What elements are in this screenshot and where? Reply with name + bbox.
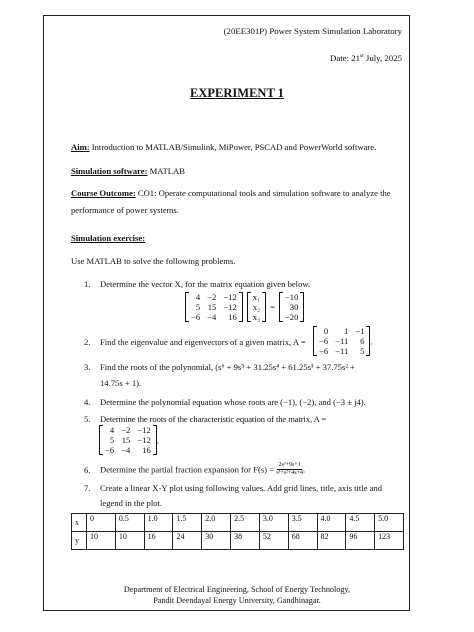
transfer-function: $\frac{\text{2s³+9s+1}}{\text{s³+s²+4s+4}}$ — [276, 462, 303, 476]
item-number: 1. — [84, 279, 91, 289]
vector-cell: x₃ — [252, 312, 261, 322]
vector-cell: x₁ — [252, 292, 261, 302]
xy-data-table — [71, 513, 404, 550]
matrix-cell: −12 — [223, 292, 237, 302]
table-cell: 10 — [87, 532, 116, 550]
table-cell: 30 — [202, 532, 231, 550]
item-number: 5. — [84, 414, 91, 424]
table-cell: 3.0 — [259, 514, 288, 532]
table-cell: 1.0 — [144, 514, 173, 532]
item-number: 4. — [84, 397, 91, 407]
item-number: 6. — [84, 465, 91, 475]
matrix-cell: −4 — [207, 312, 217, 322]
lab-name: (20EE301P) Power System Simulation Laboratory — [223, 26, 402, 36]
matrix-cell: 16 — [228, 312, 237, 322]
table-cell: 4.5 — [346, 514, 375, 532]
problem-7-cont: legend in the plot. — [100, 498, 163, 508]
vector-cell: −10 — [284, 292, 299, 302]
matrix-cell: −11 — [335, 336, 349, 346]
matrix-cell: −12 — [137, 435, 151, 445]
matrix-cell: 0 — [323, 326, 329, 336]
matrix-cell: −6 — [319, 346, 329, 356]
item-number: 2. — [84, 337, 91, 347]
table-cell: 38 — [231, 532, 260, 550]
table-cell: 16 — [144, 532, 173, 550]
matrix-cell: 15 — [207, 302, 217, 312]
table-cell: 96 — [346, 532, 375, 550]
table-cell: 52 — [259, 532, 288, 550]
x-label: x — [72, 514, 87, 532]
course-outcome-cont: performance of power systems. — [71, 205, 179, 215]
matrix-cell: 4 — [109, 425, 115, 435]
matrix-cell: −2 — [121, 425, 131, 435]
matrix-cell: −11 — [335, 346, 349, 356]
characteristic-matrix: 4 −2 −12 5 15 −12 −6 −4 16 . — [99, 425, 159, 455]
table-row-y — [72, 532, 404, 550]
matrix-cell: −2 — [207, 292, 217, 302]
table-cell: 10 — [115, 532, 144, 550]
problem-3-cont: 14.75s + 1). — [100, 378, 142, 388]
aim-line: Aim: Introduction to MATLAB/Simulink, MiPower, PSCAD and PowerWorld software. — [71, 142, 377, 152]
problem-1: Determine the vector X, for the matrix equation given below. — [100, 279, 311, 289]
footer-line-1: Department of Electrical Engineering, School of Energy Technology, — [123, 585, 351, 594]
footer — [0, 585, 474, 606]
course-outcome: Course Outcome: CO1: Operate computational tools and simulation software to analyze the — [71, 188, 391, 198]
matrix-cell: 15 — [121, 435, 131, 445]
footer-line-2: Pandit Deendayal Energy University, Gandhinagar. — [153, 595, 321, 605]
item-number: 7. — [84, 483, 91, 493]
vector-cell: x₂ — [252, 302, 261, 312]
vector-cell: −20 — [284, 312, 299, 322]
matrix-cell: −6 — [105, 445, 115, 455]
table-cell: 123 — [375, 532, 404, 550]
matrix-cell: 16 — [142, 445, 151, 455]
problem-2: Find the eigenvalue and eigenvectors of a given matrix, A = — [100, 337, 306, 347]
eigen-matrix: 0 1 −1 −6 −11 6 −6 −11 5 . — [313, 326, 373, 356]
software-line: Simulation software: MATLAB — [71, 166, 185, 176]
matrix-cell: 5 — [360, 346, 365, 356]
exercise-intro: Use MATLAB to solve the following problems. — [71, 256, 236, 266]
date: Date: 21st July, 2025 — [329, 53, 402, 63]
table-cell: 2.0 — [202, 514, 231, 532]
table-cell: 82 — [317, 532, 346, 550]
table-cell: 4.0 — [317, 514, 346, 532]
table-cell: 0 — [87, 514, 116, 532]
table-cell: 2.5 — [231, 514, 260, 532]
matrix-equation: 4 −2 −12 5 15 −12 −6 −4 16 x₁ x₂ x₃ = −10 30 −20 — [185, 292, 304, 322]
matrix-cell: −12 — [137, 425, 151, 435]
table-cell: 68 — [288, 532, 317, 550]
table-cell: 24 — [173, 532, 202, 550]
matrix-cell: −6 — [191, 312, 201, 322]
item-number: 3. — [84, 362, 91, 372]
matrix-cell: −4 — [121, 445, 131, 455]
problem-7: Create a linear X-Y plot using following values. Add grid lines, title, axis title and — [100, 483, 383, 493]
problem-3: Find the roots of the polynomial, (s⁶ + 9s⁵ + 31.25s⁴ + 61.25s³ + 37.75s² + — [100, 362, 355, 372]
exercise-heading: Simulation exercise: — [71, 233, 146, 243]
y-label: y — [72, 532, 87, 550]
table-cell: 5.0 — [375, 514, 404, 532]
matrix-cell: −1 — [355, 326, 365, 336]
table-cell: 1.5 — [173, 514, 202, 532]
matrix-cell: 1 — [343, 326, 349, 336]
table-row-x — [72, 514, 404, 532]
page-title: EXPERIMENT 1 — [190, 86, 284, 100]
table-cell: 0.5 — [115, 514, 144, 532]
matrix-cell: 5 — [109, 435, 115, 445]
vector-cell: 30 — [289, 302, 299, 312]
matrix-cell: −6 — [319, 336, 329, 346]
problem-6: Determine the partial fraction expansion for F(s) = $\frac{\text{2s³+9s+1}}{\text{s³+s²+4s+4}}$ . — [100, 462, 306, 476]
matrix-cell: 6 — [360, 336, 365, 346]
problem-4: Determine the polynomial equation whose roots are (−1), (−2), and (−3 ± j4). — [100, 397, 366, 407]
table-cell: 3.5 — [288, 514, 317, 532]
matrix-cell: −12 — [223, 302, 237, 312]
problem-5: Determine the roots of the characteristic equation of the matrix, A = — [100, 414, 327, 424]
matrix-cell: 5 — [195, 302, 201, 312]
matrix-cell: 4 — [195, 292, 201, 302]
